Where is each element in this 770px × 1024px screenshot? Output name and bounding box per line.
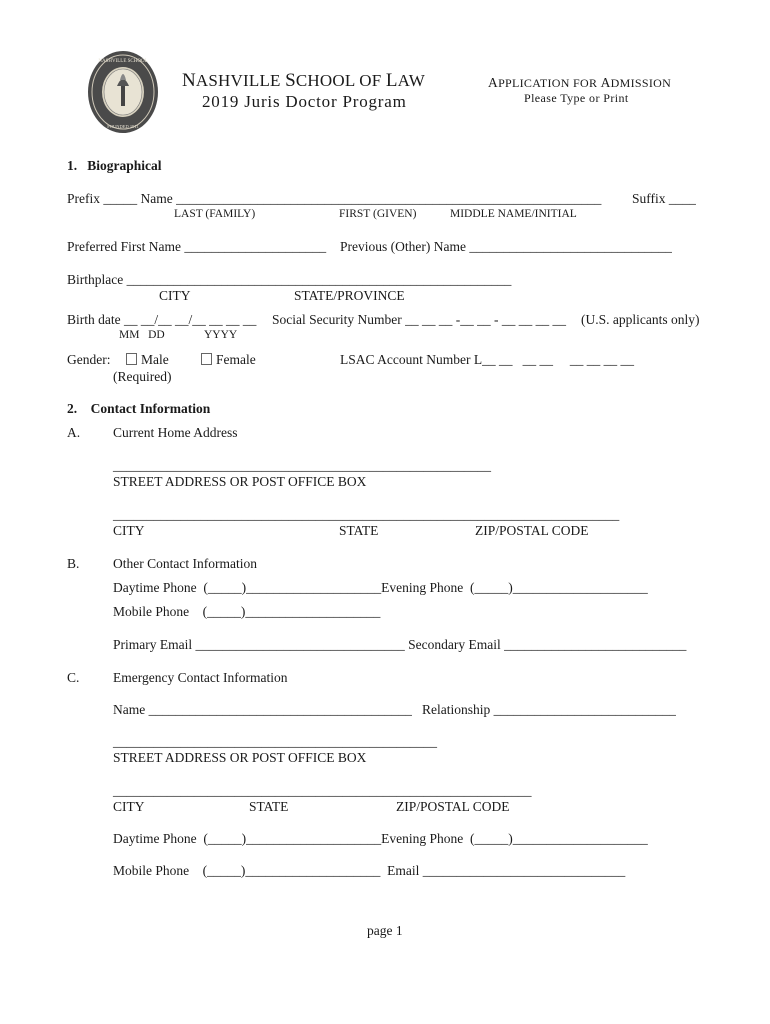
subsection-b-letter: B. — [67, 556, 80, 571]
suffix-field[interactable]: Suffix ____ — [632, 191, 696, 206]
birthplace-city-label: CITY — [159, 288, 191, 303]
birth-date-field[interactable]: Birth date __ __/__ __/__ __ __ __ — [67, 312, 257, 327]
email-fields[interactable]: Primary Email _______________________________ Secondary Email ___________________________ — [113, 637, 687, 652]
first-name-label: FIRST (GIVEN) — [339, 208, 417, 220]
preferred-name-field[interactable]: Preferred First Name _____________________ — [67, 239, 327, 254]
emergency-city-state-zip-field[interactable]: ______________________________________________________________ — [113, 783, 532, 798]
mm-dd-label: MM DD — [119, 329, 165, 341]
us-only-note: (U.S. applicants only) — [581, 312, 700, 327]
emergency-street-field[interactable]: ________________________________________________ — [113, 734, 437, 749]
home-state-label: STATE — [339, 523, 379, 538]
yyyy-label: YYYY — [204, 329, 238, 341]
checkbox-icon — [201, 353, 212, 365]
emergency-zip-label: ZIP/POSTAL CODE — [396, 799, 510, 814]
section-biographical-heading: 1. Biographical — [67, 158, 162, 173]
emergency-daytime-evening-phone-field[interactable]: Daytime Phone (_____)____________________Evening Phone (_____)____________________ — [113, 831, 648, 846]
subsection-a-letter: A. — [67, 425, 81, 440]
section-contact-heading: 2. Contact Information — [67, 401, 211, 416]
subsection-c-title: Emergency Contact Information — [113, 670, 288, 685]
prefix-name-field[interactable]: Prefix _____ Name _______________________________________________________________ — [67, 191, 602, 206]
emergency-state-label: STATE — [249, 799, 289, 814]
subsection-c-letter: C. — [67, 670, 80, 685]
school-seal-logo — [87, 50, 159, 134]
page-number: page 1 — [367, 923, 403, 938]
emergency-name-relationship-field[interactable]: Name _______________________________________ Relationship ___________________________ — [113, 702, 676, 717]
checkbox-icon — [126, 353, 137, 365]
program-title: 2019 Juris Doctor Program — [202, 92, 407, 111]
gender-female-checkbox[interactable]: Female — [201, 353, 256, 367]
lsac-number-field[interactable]: LSAC Account Number L__ __ __ __ __ __ __ __ — [340, 352, 634, 367]
last-name-label: LAST (FAMILY) — [174, 208, 256, 220]
svg-text:FOUNDED 1911: FOUNDED 1911 — [107, 124, 139, 129]
school-name: NASHVILLE SCHOOL OF LAW — [182, 70, 426, 91]
emergency-street-label: STREET ADDRESS OR POST OFFICE BOX — [113, 750, 367, 765]
gender-label: Gender: — [67, 352, 111, 367]
home-city-label: CITY — [113, 523, 145, 538]
birthplace-field[interactable]: Birthplace _________________________________________________________ — [67, 272, 512, 287]
emergency-mobile-email-field[interactable]: Mobile Phone (_____)____________________ Email ______________________________ — [113, 863, 626, 878]
ssn-field[interactable]: Social Security Number __ __ __ -__ __ - __ __ __ __ — [272, 312, 566, 327]
middle-name-label: MIDDLE NAME/INITIAL — [450, 208, 577, 220]
instruction-text: Please Type or Print — [524, 91, 629, 105]
home-zip-label: ZIP/POSTAL CODE — [475, 523, 589, 538]
emergency-city-label: CITY — [113, 799, 145, 814]
previous-name-field[interactable]: Previous (Other) Name ______________________________ — [340, 239, 672, 254]
application-title: APPLICATION FOR ADMISSION — [488, 75, 672, 90]
birthplace-state-label: STATE/PROVINCE — [294, 288, 405, 303]
subsection-b-title: Other Contact Information — [113, 556, 257, 571]
svg-text:NASHVILLE SCHOOL: NASHVILLE SCHOOL — [98, 59, 148, 64]
daytime-evening-phone-field[interactable]: Daytime Phone (_____)____________________Evening Phone (_____)____________________ — [113, 580, 648, 595]
gender-male-checkbox[interactable]: Male — [126, 353, 169, 367]
mobile-phone-field[interactable]: Mobile Phone (_____)____________________ — [113, 604, 381, 619]
home-street-field[interactable]: ________________________________________________________ — [113, 458, 491, 473]
subsection-a-title: Current Home Address — [113, 425, 238, 440]
home-city-state-zip-field[interactable]: ___________________________________________________________________________ — [113, 507, 620, 522]
gender-required-note: (Required) — [113, 369, 172, 384]
home-street-label: STREET ADDRESS OR POST OFFICE BOX — [113, 474, 367, 489]
